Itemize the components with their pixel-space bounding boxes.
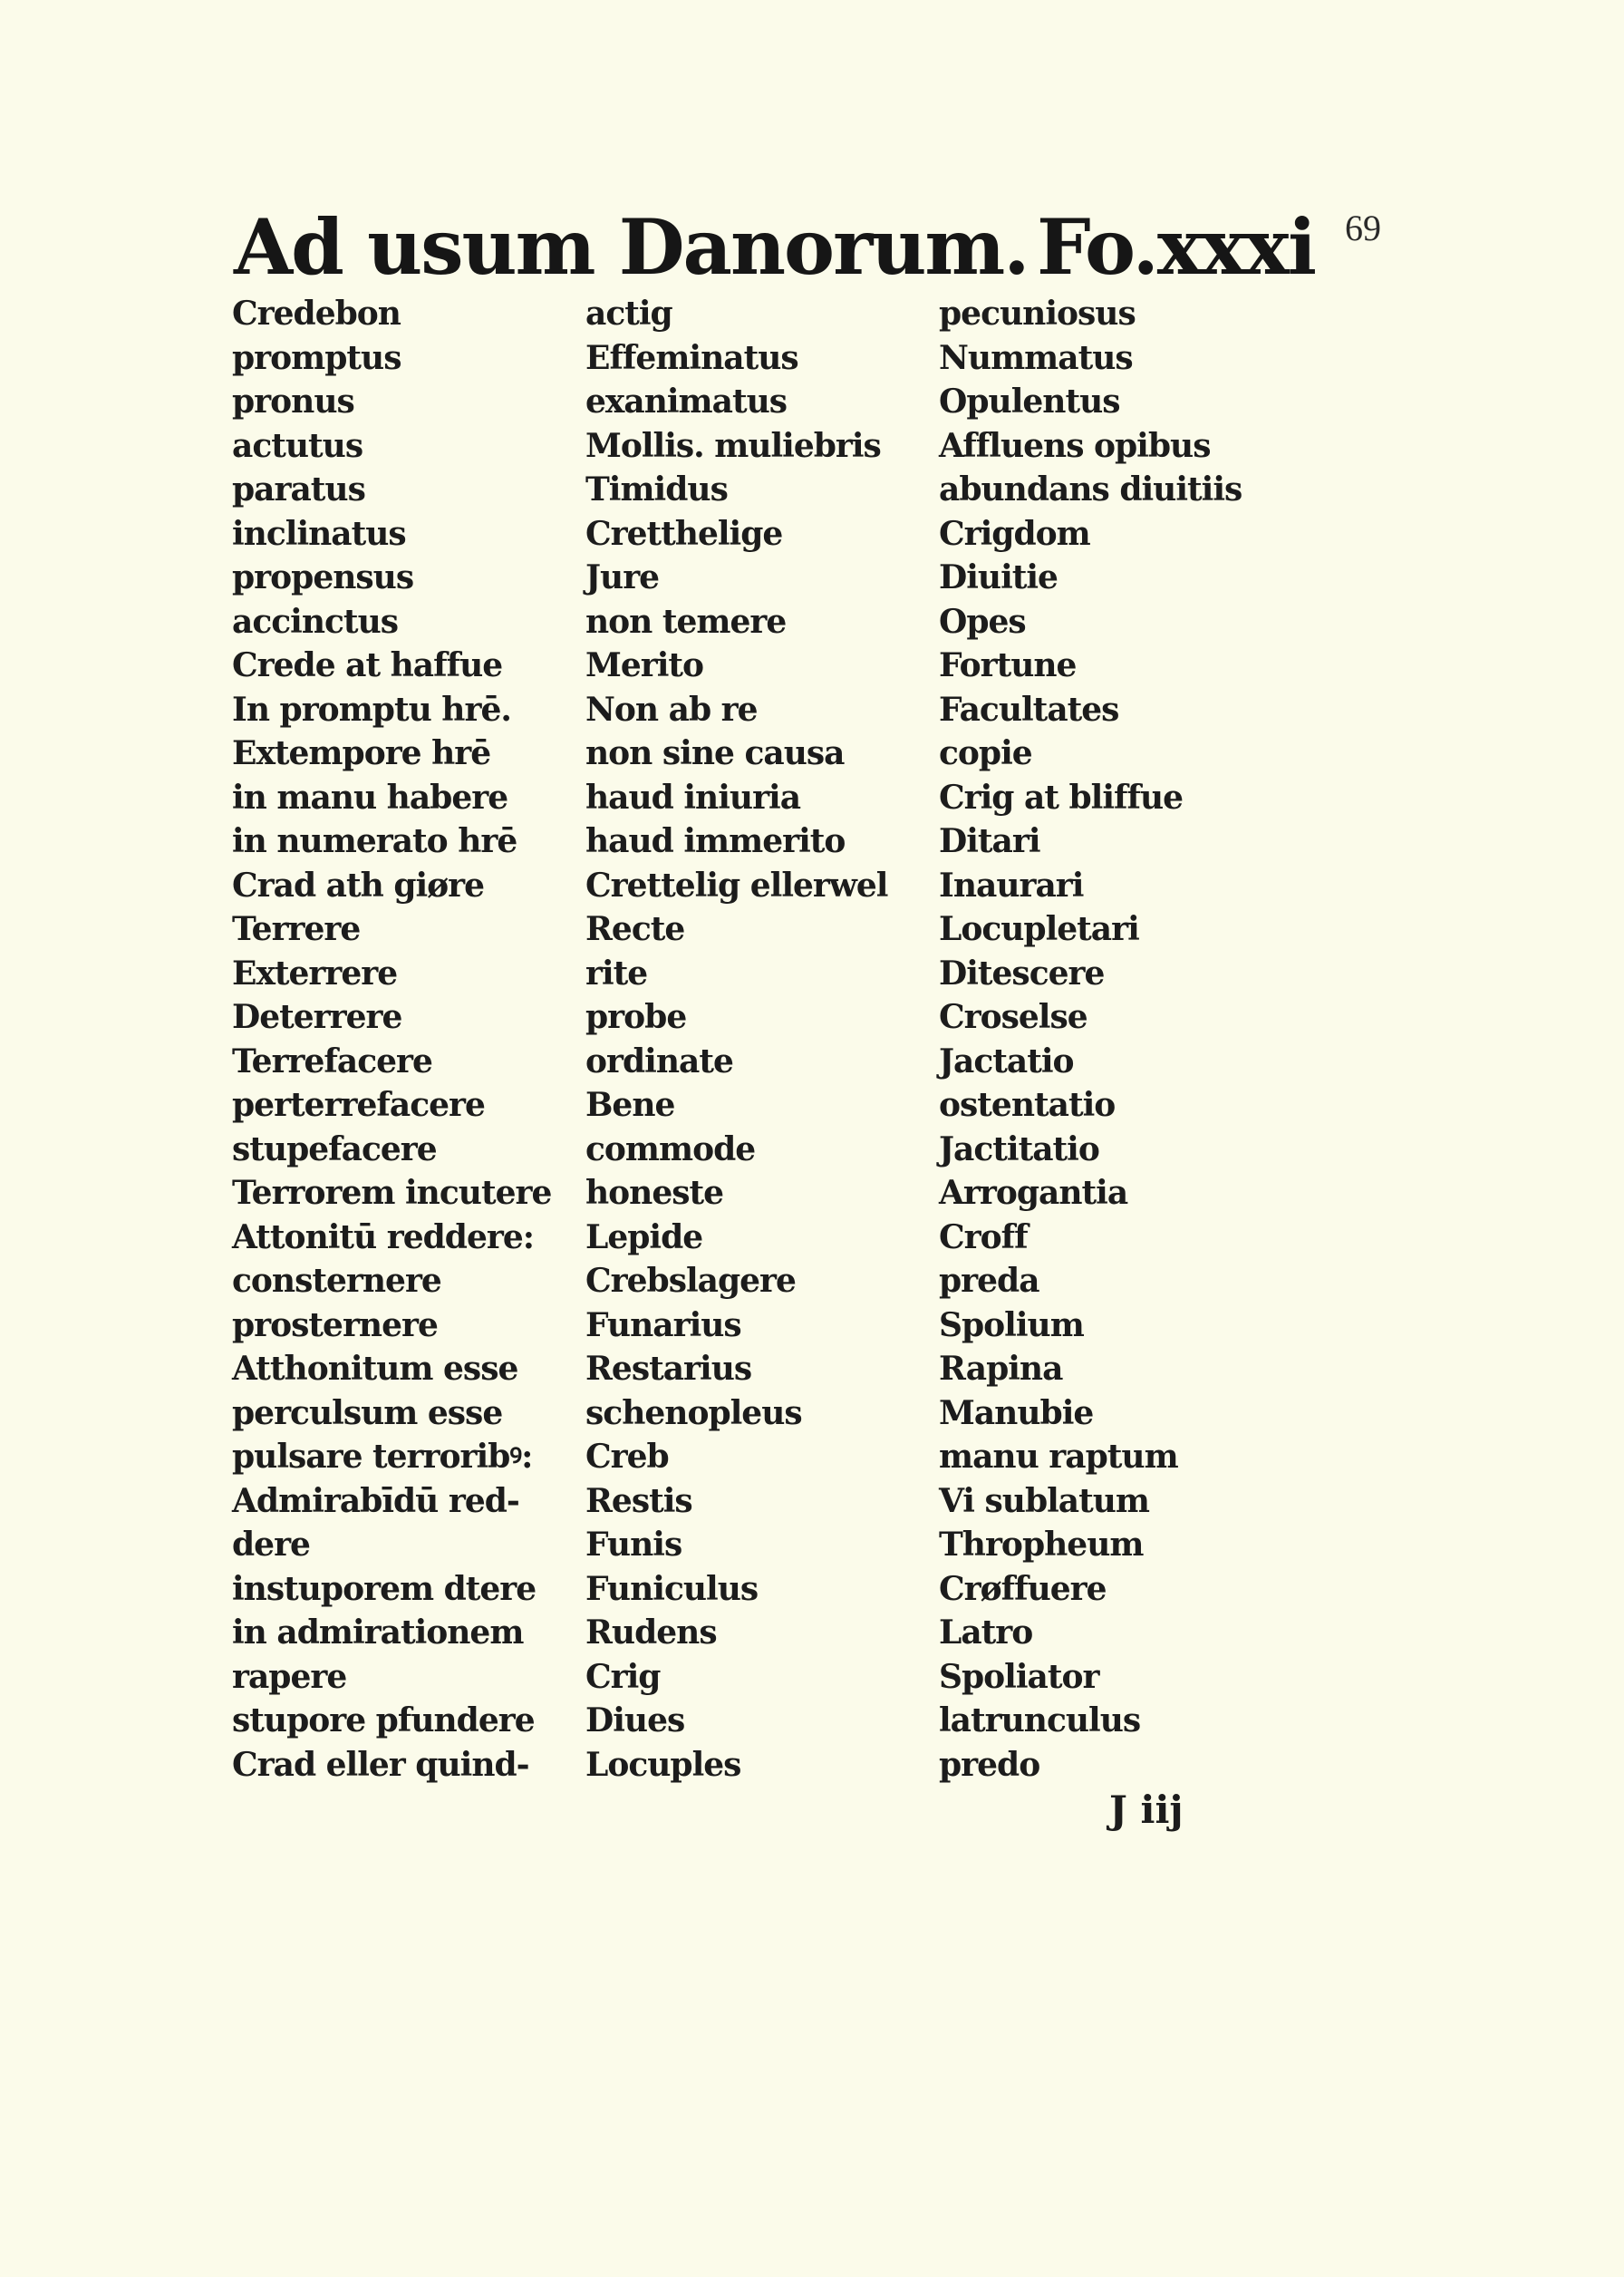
word-entry: Bene — [585, 1086, 675, 1124]
word-entry: Mollis. muliebris — [585, 426, 881, 465]
word-entry: Locuples — [585, 1745, 741, 1784]
word-column-3 — [939, 292, 1301, 1787]
word-entry: instuporem dtere — [232, 1569, 536, 1608]
word-entry: pronus — [232, 383, 354, 421]
word-entry: Crigdom — [939, 514, 1090, 553]
word-entry: accinctus — [232, 602, 399, 641]
word-entry: Non ab re — [585, 690, 758, 729]
word-entry: paratus — [232, 470, 365, 509]
word-entry: haud immerito — [585, 822, 846, 860]
word-entry: pecuniosus — [939, 295, 1136, 333]
word-entry: stupore pfundere — [232, 1701, 535, 1739]
word-entry: Crig — [585, 1657, 661, 1696]
word-entry: Lepide — [585, 1217, 703, 1256]
word-entry: Terrorem incutere — [232, 1174, 552, 1212]
word-entry: perculsum esse — [232, 1393, 503, 1432]
word-entry: perterrefacere — [232, 1086, 485, 1124]
word-entry: Crad ath giøre — [232, 866, 485, 905]
word-entry: In promptu hrē. — [232, 690, 511, 729]
word-entry: Opes — [939, 602, 1026, 641]
word-entry: Attonitū reddere: — [232, 1217, 535, 1256]
word-entry: propensus — [232, 558, 414, 596]
running-head-folio: Fo.xxxi — [1037, 202, 1315, 292]
word-entry: actutus — [232, 426, 363, 465]
signature-mark: J iij — [1109, 1788, 1184, 1832]
word-entry: Recte — [585, 910, 685, 948]
word-entry: Terrefacere — [232, 1042, 432, 1080]
word-entry: Fortune — [939, 646, 1077, 684]
word-entry: Crebslagere — [585, 1262, 796, 1300]
word-entry: Terrere — [232, 910, 361, 948]
word-column-1 — [232, 292, 567, 1787]
word-entry: Crad eller quind- — [232, 1745, 529, 1784]
word-column-2 — [585, 292, 939, 1787]
word-entry: Affluens opibus — [939, 426, 1211, 465]
word-entry: Cretthelige — [585, 514, 783, 553]
word-entry: Arrogantia — [939, 1174, 1128, 1212]
word-entry: ordinate — [585, 1042, 733, 1080]
word-entry: consternere — [232, 1262, 441, 1300]
word-entry: Vi sublatum — [939, 1481, 1150, 1520]
word-entry: schenopleus — [585, 1393, 802, 1432]
word-entry: in numerato hrē — [232, 822, 517, 860]
word-entry: copie — [939, 734, 1032, 772]
word-entry: probe — [585, 998, 687, 1036]
word-entry: Jure — [585, 558, 660, 596]
word-entry: Extempore hrē — [232, 734, 491, 772]
word-entry: predo — [939, 1745, 1040, 1784]
word-entry: Restis — [585, 1481, 692, 1520]
word-entry: honeste — [585, 1174, 724, 1212]
word-entry: rapere — [232, 1657, 347, 1696]
word-entry: actig — [585, 295, 672, 333]
word-entry: ostentatio — [939, 1086, 1116, 1124]
running-head-title: Ad usum Danorum. — [234, 202, 1029, 292]
word-entry: Manubie — [939, 1393, 1094, 1432]
word-entry: Latro — [939, 1613, 1033, 1652]
word-entry: preda — [939, 1262, 1039, 1300]
word-entry: Effeminatus — [585, 338, 798, 377]
word-entry: Funis — [585, 1526, 682, 1564]
word-entry: non sine causa — [585, 734, 845, 772]
word-entry: prosternere — [232, 1305, 438, 1344]
word-entry: Atthonitum esse — [232, 1350, 518, 1388]
page-number: 69 — [1345, 208, 1381, 248]
word-entry: Jactitatio — [939, 1129, 1099, 1168]
word-entry: Merito — [585, 646, 704, 684]
word-entry: latrunculus — [939, 1701, 1141, 1739]
word-entry: exanimatus — [585, 383, 788, 421]
word-entry: pulsare terroribꝰ: — [232, 1438, 533, 1476]
word-entry: Jactatio — [939, 1042, 1074, 1080]
word-entry: Spolium — [939, 1305, 1084, 1344]
word-entry: in manu habere — [232, 778, 508, 817]
word-entry: Ditescere — [939, 954, 1105, 993]
word-entry: Crede at haffue — [232, 646, 503, 684]
word-entry: Locupletari — [939, 910, 1139, 948]
word-entry: Inaurari — [939, 866, 1084, 905]
word-entry: stupefacere — [232, 1129, 437, 1168]
word-entry: Credebon — [232, 295, 401, 333]
word-entry: Ditari — [939, 822, 1040, 860]
word-entry: Spoliator — [939, 1657, 1099, 1696]
word-entry: inclinatus — [232, 514, 406, 553]
word-entry: Deterrere — [232, 998, 402, 1036]
word-entry: Croff — [939, 1217, 1028, 1256]
word-entry: rite — [585, 954, 648, 993]
word-entry: Crettelig ellerwel — [585, 866, 888, 905]
word-entry: Funiculus — [585, 1569, 759, 1608]
word-entry: Exterrere — [232, 954, 398, 993]
word-entry: haud iniuria — [585, 778, 801, 817]
word-entry: Crøffuere — [939, 1569, 1107, 1608]
word-entry: in admirationem — [232, 1613, 524, 1652]
word-entry: Diuitie — [939, 558, 1058, 596]
word-entry: promptus — [232, 338, 401, 377]
word-entry: Funarius — [585, 1305, 741, 1344]
word-entry: non temere — [585, 602, 787, 641]
word-entry: abundans diuitiis — [939, 470, 1242, 509]
word-entry: Diues — [585, 1701, 685, 1739]
word-entry: commode — [585, 1129, 756, 1168]
word-entry: dere — [232, 1526, 310, 1564]
word-entry: manu raptum — [939, 1438, 1178, 1476]
word-entry: Admirabīdū red- — [232, 1481, 519, 1520]
word-entry: Timidus — [585, 470, 728, 509]
word-entry: Restarius — [585, 1350, 752, 1388]
word-entry: Creb — [585, 1438, 669, 1476]
word-entry: Facultates — [939, 690, 1119, 729]
word-entry: Nummatus — [939, 338, 1133, 377]
word-entry: Rudens — [585, 1613, 717, 1652]
word-entry: Croselse — [939, 998, 1088, 1036]
word-entry: Opulentus — [939, 383, 1120, 421]
word-entry: Crig at bliffue — [939, 778, 1184, 817]
word-entry: Rapina — [939, 1350, 1063, 1388]
word-entry: Thropheum — [939, 1526, 1144, 1564]
